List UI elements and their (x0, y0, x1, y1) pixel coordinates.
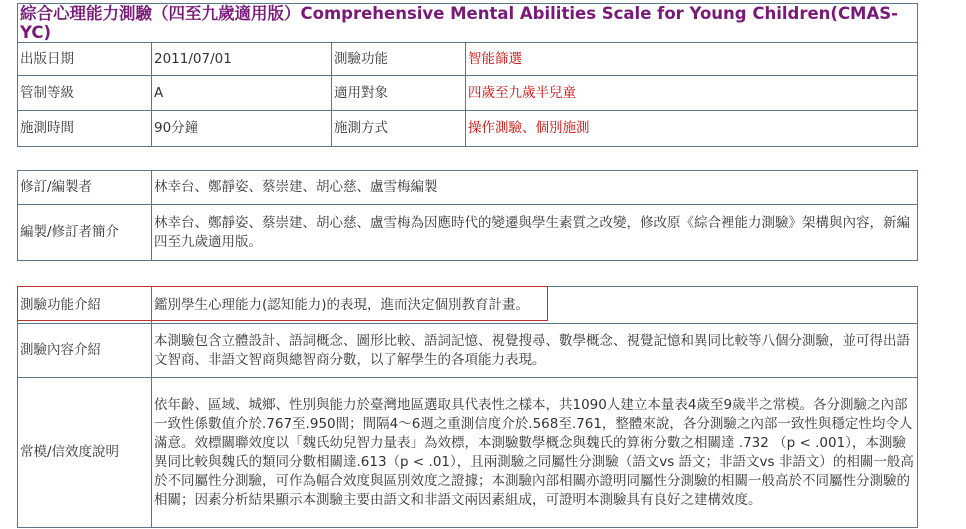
content-label: 測驗內容介紹 (18, 324, 152, 378)
function-label: 測驗功能 (332, 43, 466, 76)
target-value: 四歲至九歲半兒童 (466, 76, 918, 111)
publish-date-value: 2011/07/01 (152, 43, 332, 76)
norms-label: 常模/信效度說明 (18, 378, 152, 528)
intro-value: 林幸台、鄭靜姿、蔡崇建、胡心慈、盧雪梅為因應時代的變遷與學生素質之改變，修改原《綜合裡能力測驗》架構與內容，新編四至九歲適用版。 (152, 205, 918, 261)
intro-label: 編製/修訂者簡介 (18, 205, 152, 261)
method-value: 操作測驗、個別施測 (466, 111, 918, 147)
purpose-value: 鑑別學生心理能力(認知能力)的表現，進而決定個別教育計畫。 (152, 287, 918, 324)
duration-value: 90分鐘 (152, 111, 332, 147)
info-table (17, 3, 918, 147)
authors-table (17, 170, 918, 261)
details-table (17, 286, 918, 528)
method-label: 施測方式 (332, 111, 466, 147)
duration-label: 施測時間 (18, 111, 152, 147)
control-level-label: 管制等級 (18, 76, 152, 111)
page-title: 綜合心理能力測驗（四至九歲適用版）Comprehensive Mental Abilities Scale for Young Children(CMAS-YC) (18, 4, 918, 43)
purpose-label: 測驗功能介紹 (18, 287, 152, 324)
norms-value: 依年齡、區域、城鄉、性別與能力於臺灣地區選取具代表性之樣本，共1090人建立本量表4歲至9歲半之常模。各分測驗之內部一致性係數值介於.767至.950間；間隔4～6週之重測信度介於.568至.761，整體來說，各分測驗之內部一致性與穩定性均令人滿意。效標關聯效度以「魏氏幼兒智力量表」為效標，本測驗數學概念與魏氏的算術分數之相關達 .732 （p < .001），本測驗異同比較與魏氏的類同分數相關達.613（p < .01），且兩測驗之同屬性分測驗（語文vs 語文；非語文vs 非語文）的相關一般高於不同屬性分測驗，可作為幅合效度與區別效度之證據；本測驗內部相關亦證明同屬性分測驗的相關一般高於不同屬性分測驗的相關；因素分析結果顯示本測驗主要由語文和非語文兩因素組成，可證明本測驗具有良好之建構效度。 (152, 378, 918, 528)
editor-value: 林幸台、鄭靜姿、蔡崇建、胡心慈、盧雪梅編製 (152, 171, 918, 205)
publish-date-label: 出版日期 (18, 43, 152, 76)
target-label: 適用對象 (332, 76, 466, 111)
control-level-value: A (152, 76, 332, 111)
content-value: 本測驗包含立體設計、語詞概念、圖形比較、語詞記憶、視覺搜尋、數學概念、視覺記憶和異同比較等八個分測驗，並可得出語文智商、非語文智商與總智商分數，以了解學生的各項能力表現。 (152, 324, 918, 378)
function-value: 智能篩選 (466, 43, 918, 76)
editor-label: 修訂/編製者 (18, 171, 152, 205)
